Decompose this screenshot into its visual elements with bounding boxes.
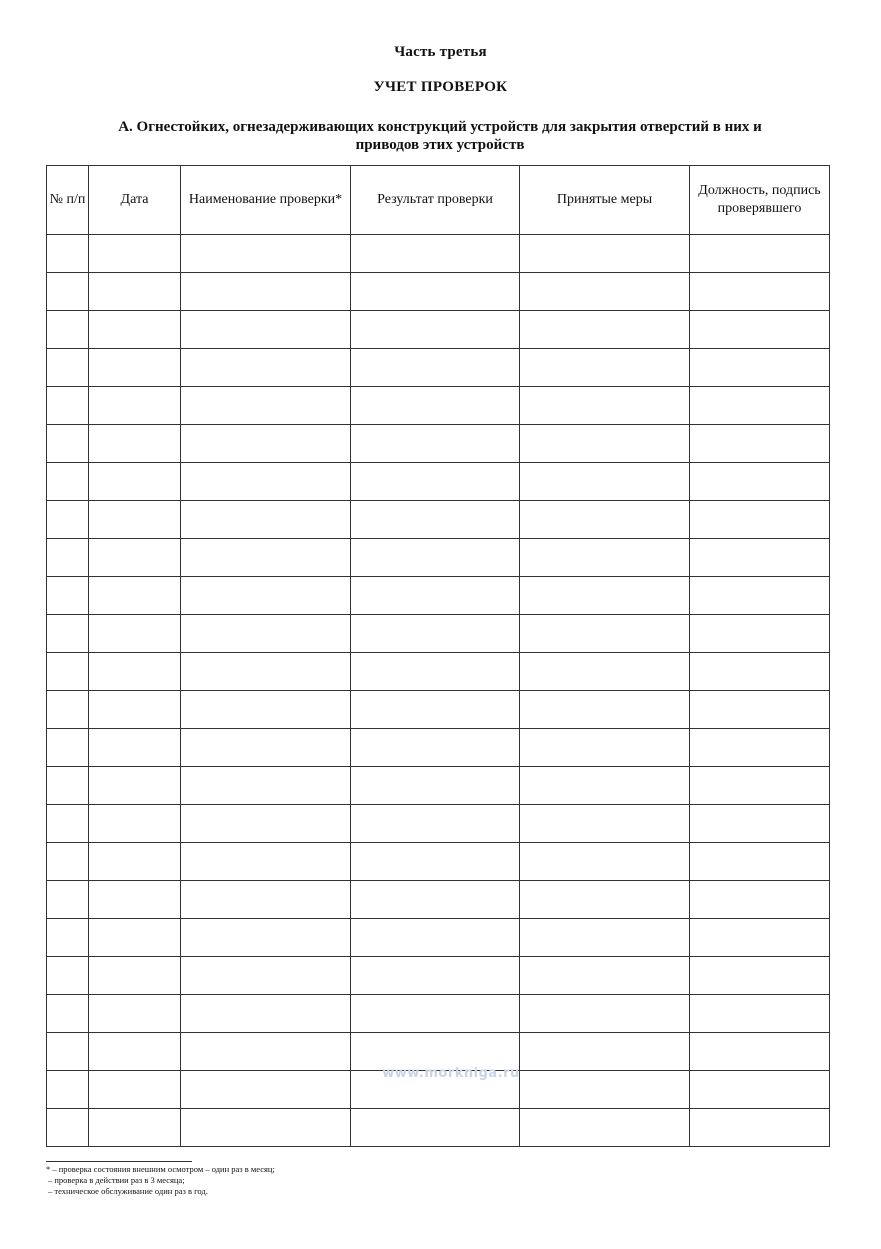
table-row [47,501,830,539]
table-cell [351,805,520,843]
table-cell [520,805,690,843]
table-cell [181,957,351,995]
table-row [47,805,830,843]
table-cell [47,577,89,615]
table-cell [351,501,520,539]
table-cell [181,349,351,387]
table-cell [47,349,89,387]
table-cell [89,957,181,995]
table-cell [351,311,520,349]
table-cell [181,273,351,311]
table-cell [520,273,690,311]
table-cell [89,691,181,729]
table-cell [89,805,181,843]
table-cell [351,1033,520,1071]
table-cell [47,273,89,311]
table-cell [181,729,351,767]
table-cell [690,767,830,805]
table-row [47,463,830,501]
header-inspection-result: Результат проверки [351,166,520,235]
table-cell [89,995,181,1033]
section-title: А. Огнестойких, огнезадерживающих конструкций устройств для закрытия отверстий в них и приводов этих устройств [118,119,762,153]
table-cell [520,919,690,957]
table-row [47,957,830,995]
table-cell [181,501,351,539]
table-cell [47,729,89,767]
table-cell [181,425,351,463]
table-cell [351,767,520,805]
table-cell [181,1109,351,1147]
table-cell [690,273,830,311]
table-cell [47,1033,89,1071]
table-cell [89,1071,181,1109]
header-inspector-signature: Должность, подпись проверявшего [690,166,830,235]
table-cell [47,805,89,843]
table-cell [690,387,830,425]
table-cell [520,577,690,615]
table-cell [181,691,351,729]
table-cell [89,653,181,691]
table-row [47,387,830,425]
table-row [47,843,830,881]
header-number: № п/п [47,166,89,235]
table-cell [47,235,89,273]
table-cell [47,653,89,691]
header-date: Дата [89,166,181,235]
table-cell [181,615,351,653]
header-inspection-name: Наименование проверки* [181,166,351,235]
table-cell [47,767,89,805]
table-row [47,349,830,387]
table-cell [351,881,520,919]
table-cell [181,995,351,1033]
table-cell [520,995,690,1033]
table-cell [520,387,690,425]
table-cell [89,501,181,539]
table-cell [351,957,520,995]
table-cell [351,349,520,387]
table-cell [47,1071,89,1109]
table-row [47,881,830,919]
table-cell [520,843,690,881]
table-cell [89,539,181,577]
table-cell [351,843,520,881]
table-cell [520,653,690,691]
table-row [47,273,830,311]
table-cell [690,919,830,957]
table-cell [47,691,89,729]
table-cell [520,235,690,273]
header-measures-taken: Принятые меры [520,166,690,235]
table-cell [47,1109,89,1147]
table-cell [47,615,89,653]
table-cell [690,843,830,881]
table-cell [89,729,181,767]
table-cell [181,387,351,425]
table-cell [351,539,520,577]
table-cell [520,691,690,729]
table-cell [89,387,181,425]
table-cell [47,387,89,425]
table-cell [690,729,830,767]
table-row [47,1033,830,1071]
table-cell [690,615,830,653]
table-cell [47,463,89,501]
table-row [47,539,830,577]
table-row [47,995,830,1033]
table-cell [351,729,520,767]
table-cell [89,1109,181,1147]
table-cell [181,235,351,273]
table-row [47,311,830,349]
table-cell [690,691,830,729]
table-cell [690,539,830,577]
table-cell [351,463,520,501]
table-cell [520,463,690,501]
table-cell [47,881,89,919]
table-cell [351,387,520,425]
table-cell [690,805,830,843]
table-cell [181,767,351,805]
table-cell [351,919,520,957]
table-row [47,425,830,463]
table-cell [89,881,181,919]
table-row [47,577,830,615]
table-cell [520,1033,690,1071]
footnote-line: – проверка в действии раз в 3 месяца; [48,1175,185,1185]
table-cell [690,349,830,387]
table-cell [520,425,690,463]
table-cell [520,311,690,349]
table-cell [520,767,690,805]
table-cell [690,311,830,349]
table-cell [181,653,351,691]
table-cell [520,615,690,653]
table-cell [47,501,89,539]
footnotes [46,1164,275,1197]
table-cell [351,273,520,311]
table-cell [89,1033,181,1071]
table-cell [89,577,181,615]
table-cell [181,577,351,615]
table-cell [690,653,830,691]
table-cell [181,881,351,919]
table-cell [351,235,520,273]
table-cell [89,767,181,805]
footnote-line: – техническое обслуживание один раз в год. [48,1186,208,1196]
table-cell [89,349,181,387]
table-cell [47,995,89,1033]
table-cell [351,995,520,1033]
table-cell [47,311,89,349]
table-row [47,729,830,767]
table-cell [690,1071,830,1109]
table-cell [690,425,830,463]
table-cell [181,919,351,957]
table-cell [690,463,830,501]
table-cell [181,805,351,843]
table-row [47,919,830,957]
table-cell [47,919,89,957]
watermark: www.morkniga.ru [382,1066,520,1081]
table-cell [351,1109,520,1147]
table-row [47,767,830,805]
table-cell [89,463,181,501]
table-cell [520,539,690,577]
table-row [47,615,830,653]
table-cell [351,691,520,729]
inspection-log-table [46,165,830,1147]
table-row [47,691,830,729]
table-row [47,1109,830,1147]
table-cell [89,615,181,653]
table-row [47,235,830,273]
table-cell [690,881,830,919]
table-cell [690,235,830,273]
table-cell [351,653,520,691]
footnote-line: * – проверка состояния внешним осмотром – один раз в месяц; [46,1164,275,1174]
table-cell [351,577,520,615]
table-cell [690,995,830,1033]
table-cell [520,957,690,995]
table-cell [181,463,351,501]
part-heading: Часть третья [394,44,487,60]
table-cell [181,1033,351,1071]
table-cell [690,501,830,539]
table-row [47,653,830,691]
table-cell [520,349,690,387]
table-cell [181,539,351,577]
table-cell [89,919,181,957]
table-cell [89,425,181,463]
table-cell [690,1033,830,1071]
table-cell [690,1109,830,1147]
table-cell [47,843,89,881]
table-cell [47,957,89,995]
table-cell [181,1071,351,1109]
table-cell [181,843,351,881]
table-cell [181,311,351,349]
table-cell [690,957,830,995]
table-cell [351,615,520,653]
footnote-divider [46,1161,192,1162]
page-title: УЧЕТ ПРОВЕРОК [373,79,508,95]
table-cell [690,577,830,615]
table-cell [520,1109,690,1147]
table-cell [89,273,181,311]
table-cell [351,425,520,463]
table-cell [520,729,690,767]
table-cell [89,235,181,273]
table-body [47,235,830,1147]
table-cell [520,881,690,919]
table-cell [89,311,181,349]
table-cell [47,425,89,463]
table-cell [89,843,181,881]
table-header-row [47,166,830,235]
table-cell [520,501,690,539]
table-cell [47,539,89,577]
